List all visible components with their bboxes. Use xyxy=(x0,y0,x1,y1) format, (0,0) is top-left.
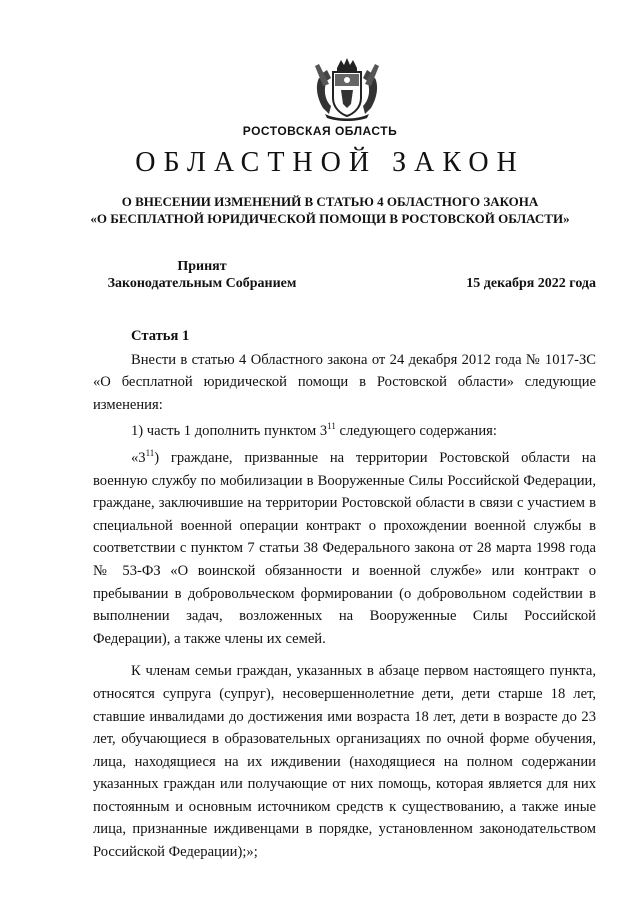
article-intro-paragraph: Внести в статью 4 Областного закона от 24 декабря 2012 года № 1017-ЗС «О бесплатной юридической помощи в Ростовской области» следующие изменения: xyxy=(93,351,596,413)
new-clause-text: ) граждане, призванные на территории Ростовской области на военную службу по мобилизации в Вооруженные Силы Российской Федерации, граждане, заключившие на территории Ростовской области в связи с участием в специальной военной операции контракт о прохождении военной службы в соответствии с пунктом 7 статьи 38 Федерального закона от 28 марта 1998 года № 53-ФЗ «О воинской обязанности и военной службе» или контракт о пребывании в добровольческом формировании (о добровольном содействии в выполнении задач, возложенных на Вооруженные Силы Российской Федерации), а также члены их семей. xyxy=(93,449,596,647)
region-name: РОСТОВСКАЯ ОБЛАСТЬ xyxy=(242,124,398,138)
law-subject-line-2: «О БЕСПЛАТНОЙ ЮРИДИЧЕСКОЙ ПОМОЩИ В РОСТОВСКОЙ ОБЛАСТИ» xyxy=(90,211,570,226)
coat-of-arms-icon xyxy=(311,56,383,122)
adopting-body: Законодательным Собранием xyxy=(107,276,297,291)
law-subject-line-1: О ВНЕСЕНИИ ИЗМЕНЕНИЙ В СТАТЬЮ 4 ОБЛАСТНОГО ЗАКОНА xyxy=(121,194,539,209)
adoption-block xyxy=(92,258,312,292)
adoption-date: 15 декабря 2022 года xyxy=(466,276,596,291)
adoption-label: Принят xyxy=(177,259,227,274)
article-title: Статья 1 xyxy=(131,328,190,344)
document-type-title: ОБЛАСТНОЙ ЗАКОН xyxy=(135,147,525,178)
amendment-item-1-superscript: 11 xyxy=(327,421,336,432)
amendment-item-1 xyxy=(93,420,596,443)
amendment-item-1-tail: следующего содержания: xyxy=(335,423,497,440)
new-clause-superscript: 11 xyxy=(145,447,155,458)
new-clause-open: «3 xyxy=(131,449,146,466)
new-clause-paragraph xyxy=(93,447,596,650)
law-body xyxy=(93,325,596,864)
law-subject xyxy=(0,193,640,227)
amendment-item-1-text: 1) часть 1 дополнить пунктом 3 xyxy=(131,423,328,440)
family-members-paragraph: К членам семьи граждан, указанных в абзаце первом настоящего пункта, относятся супруга (супруг), несовершеннолетние дети, дети старше 18 лет, ставшие инвалидами до достижения ими возраста 18 лет, дети в возрасте до 23 лет, обучающиеся в образовательных организациях по очной форме обучения, лица, находящиеся на их иждивении (находящиеся на полном содержании указанных граждан или получающие от них помощь, которая является для них постоянным и основным источником средств к существованию, а также иные лица, признанные иждивенцами в порядке, установленном законодательством Российской Федерации);»; xyxy=(93,663,596,861)
